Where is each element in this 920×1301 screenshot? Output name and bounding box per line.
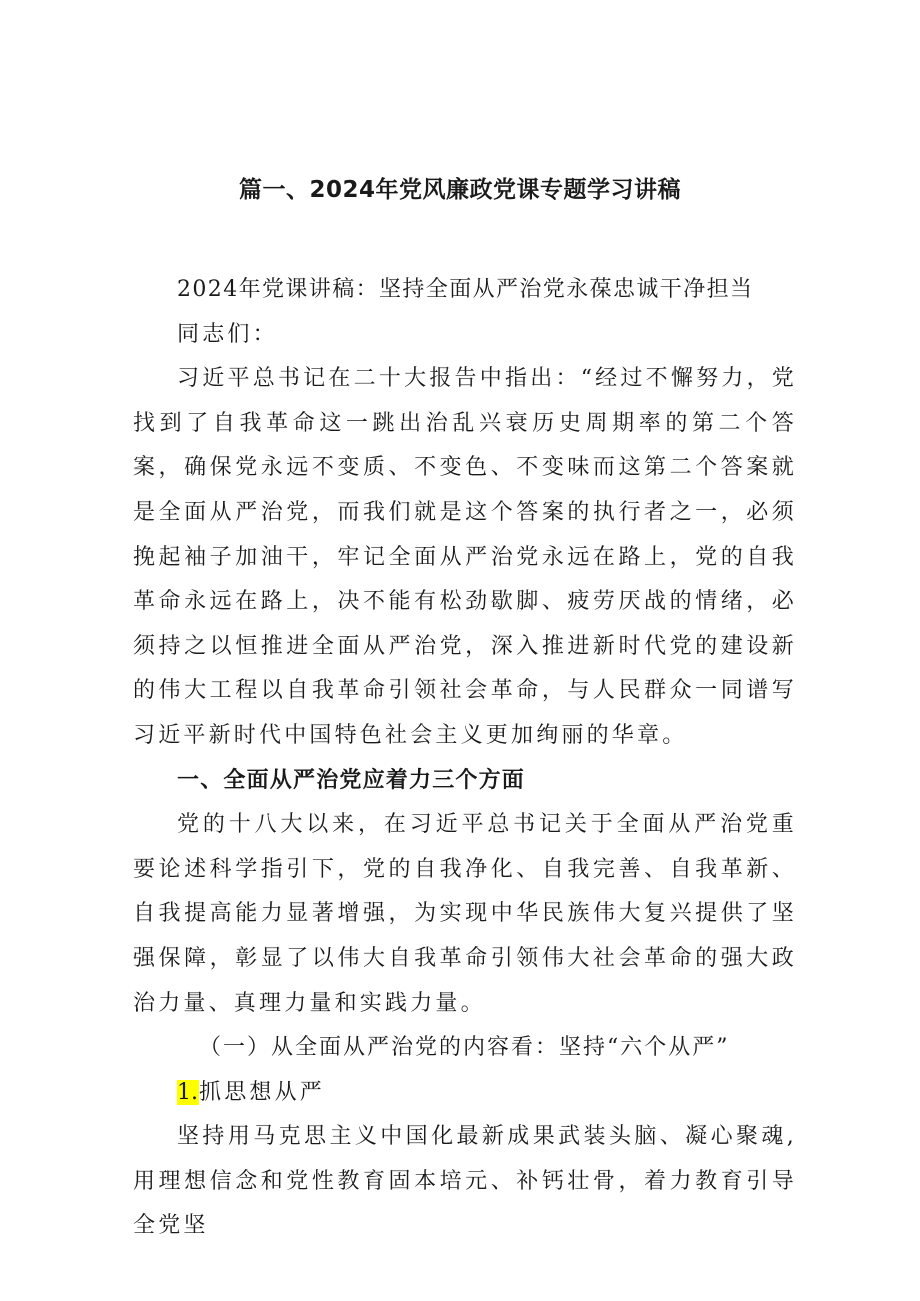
document-title: 篇一、2024年党风廉政党课专题学习讲稿	[238, 177, 681, 203]
subsection-heading-1: （一）从全面从严治党的内容看：坚持“六个从严”	[199, 1035, 730, 1061]
item-1-heading	[133, 1071, 797, 1116]
speech-subtitle: 2024年党课讲稿：坚持全面从严治党永葆忠诚干净担当	[177, 277, 754, 302]
salutation: 同志们：	[177, 321, 278, 347]
intro-paragraph: 习近平总书记在二十大报告中指出：“经过不懈努力，党找到了自我革命这一跳出治乱兴衰历史周期率的第二个答案，确保党永远不变质、不变色、不变味而这第二个答案就是全面从严治党，而我们就是这个答案的执行者之一，必须挽起袖子加油干，牢记全面从严治党永远在路上，党的自我革命永远在路上，决不能有松劲歇脚、疲劳厌战的情绪，必须持之以恒推进全面从严治党，深入推进新时代党的建设新的伟大工程以自我革命引领社会革命，与人民群众一同谱写习近平新时代中国特色社会主义更加绚丽的华章。	[133, 366, 797, 748]
document-body	[133, 268, 797, 1249]
item-1-number-highlight: 1.	[177, 1079, 198, 1105]
section-heading-1: 一、全面从严治党应着力三个方面	[177, 767, 526, 793]
item-1-label: 抓思想从严	[199, 1079, 326, 1105]
item-1-paragraph: 坚持用马克思主义中国化最新成果武装头脑、凝心聚魂,用理想信念和党性教育固本培元、补钙壮骨，着力教育引导全党坚	[133, 1124, 797, 1239]
section-1-paragraph: 党的十八大以来，在习近平总书记关于全面从严治党重要论述科学指引下，党的自我净化、自我完善、自我革新、自我提高能力显著增强，为实现中华民族伟大复兴提供了坚强保障，彰显了以伟大自我革命引领伟大社会革命的强大政治力量、真理力量和实践力量。	[133, 812, 797, 1016]
